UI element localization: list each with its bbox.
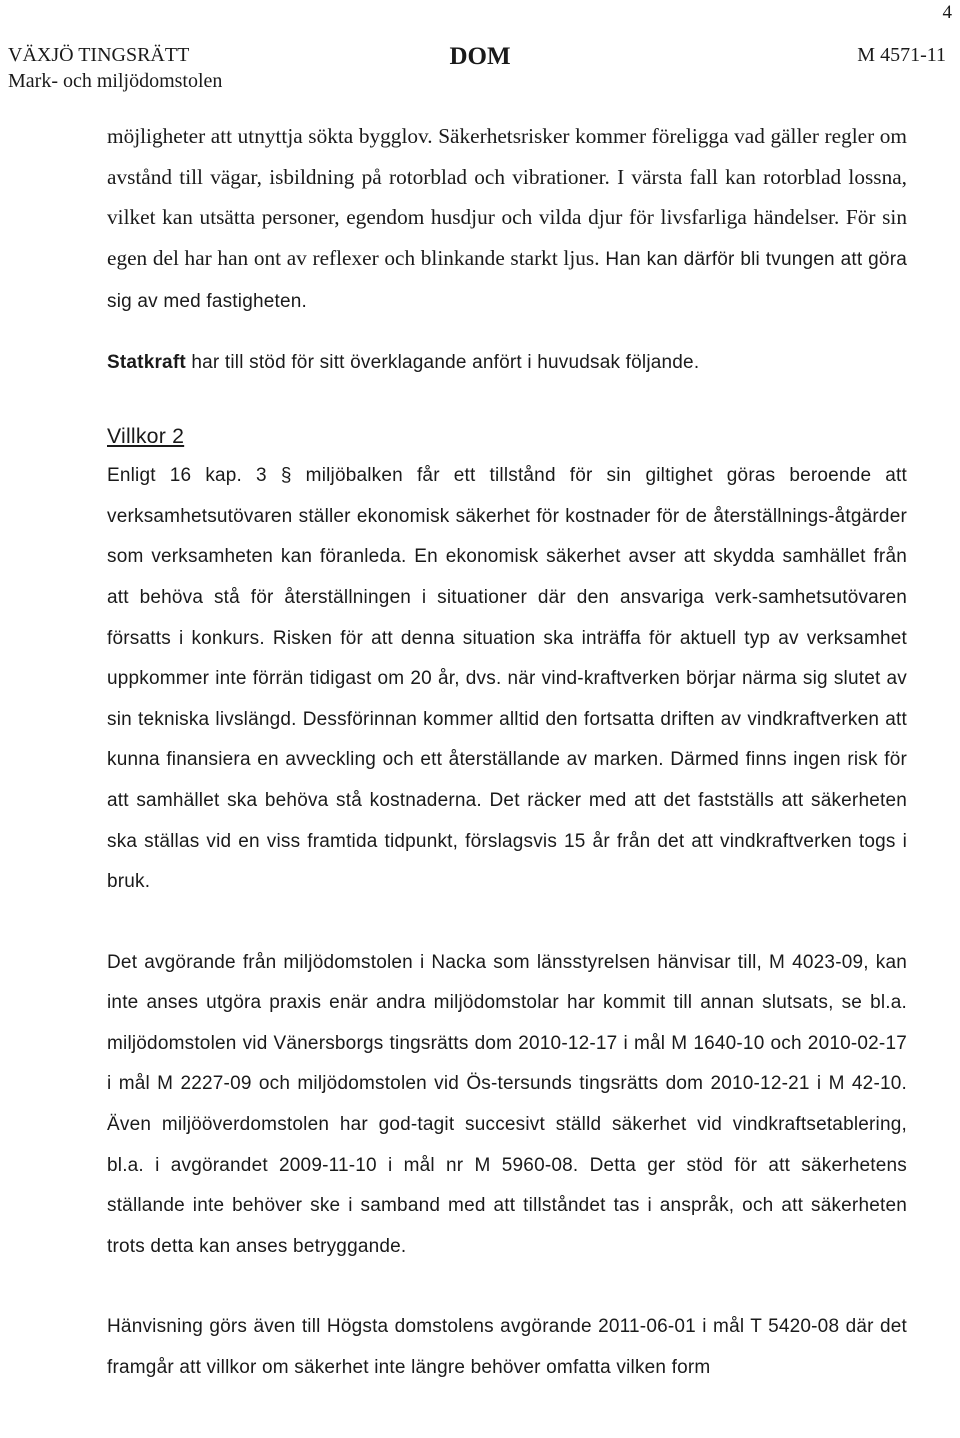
paragraph-2-text: har till stöd för sitt överklagande anfört i huvudsak följande.: [185, 351, 700, 373]
paragraph-1-main: möjligheter att utnyttja sökta bygglov. Säkerhetsrisker kommer föreligga vad gäller regler om avstånd till vägar, isbildning på rotorblad och vibrationer. I värsta fall kan rotorblad lossna, vilket kan utsätta personer, egendom husdjur och vilda djur för livsfarliga händelser. För sin egen del har han ont av reflexer och blinkande starkt ljus.: [107, 124, 907, 270]
paragraph-3: [107, 456, 907, 903]
paragraph-2: [107, 343, 907, 384]
paragraph-1: [107, 116, 907, 323]
paragraph-1-end: Han kan därför bli tvungen att göra sig av med fastigheten.: [107, 248, 907, 313]
court-name: VÄXJÖ TINGSRÄTT: [8, 44, 190, 66]
paragraph-3-start: Enligt 16 kap. 3: [107, 465, 281, 487]
paragraph-3-text: miljöbalken får ett tillstånd för sin giltighet göras beroende att verksamhetsutövaren ställer ekonomisk säkerhet för kostnader för de återställnings-åtgärder som verksamheten kan föranleda. En ekonomisk säkerhet avser att skydda samhället från att behöva stå för återställningen i situationer där den ansvariga verk-samhetsutövaren försatts i konkurs. Risken för att denna situation ska inträffa för aktuell typ av verksamhet uppkommer inte förrän tidigast om 20 år, dvs. när vind-kraftverken börjar närma sig slutet av sin tekniska livslängd. Dessförinnan kommer alltid den fortsatta driften av vindkraftverken att kunna finansiera en avveckling och ett återställande av marken. Därmed finns ingen risk för att samhället ska behöva stå kostnaderna. Det räcker med att det fastställs att säkerheten ska ställas vid en viss framtida tidpunkt, förslagsvis 15 år från det att vindkraftverken togs i bruk.: [107, 465, 907, 893]
page-header: [0, 42, 960, 98]
section-symbol: §: [280, 465, 292, 487]
paragraph-4: Det avgörande från miljödomstolen i Nacka som länsstyrelsen hänvisar till, M 4023-09, kan inte anses utgöra praxis enär andra miljödomstolar har kommit till annan slutsats, se bl.a. miljödomstolen vid Vänersborgs tingsrätts dom 2010-12-17 i mål M 1640-10 och 2010-02-17 i mål M 2227-09 och miljödomstolen vid Ös-tersunds tingsrätts dom 2010-12-21 i M 42-10. Även miljööverdomstolen har god-tagit succesivt ställd säkerhet vid vindkraftsetablering, bl.a. i avgörandet 2009-11-10 i mål nr M 5960-08. Detta ger stöd för att säkerhetens ställande inte behöver ske i samband med att tillståndet tas i anspråk, och att säkerheten trots detta kan anses betryggande.: [107, 951, 907, 1257]
court-department: Mark- och miljödomstolen: [8, 70, 223, 92]
case-number: M 4571-11: [857, 44, 946, 66]
party-name: Statkraft: [107, 351, 186, 373]
document-body: [107, 116, 907, 1389]
page-number: 4: [942, 2, 952, 23]
document-type: DOM: [449, 43, 511, 70]
paragraph-5: Hänvisning görs även till Högsta domstolens avgörande 2011-06-01 i mål T 5420-08 där det framgår att villkor om säkerhet inte längre behöver omfatta vilken form: [107, 1316, 907, 1379]
section-heading: Villkor 2: [107, 423, 185, 448]
